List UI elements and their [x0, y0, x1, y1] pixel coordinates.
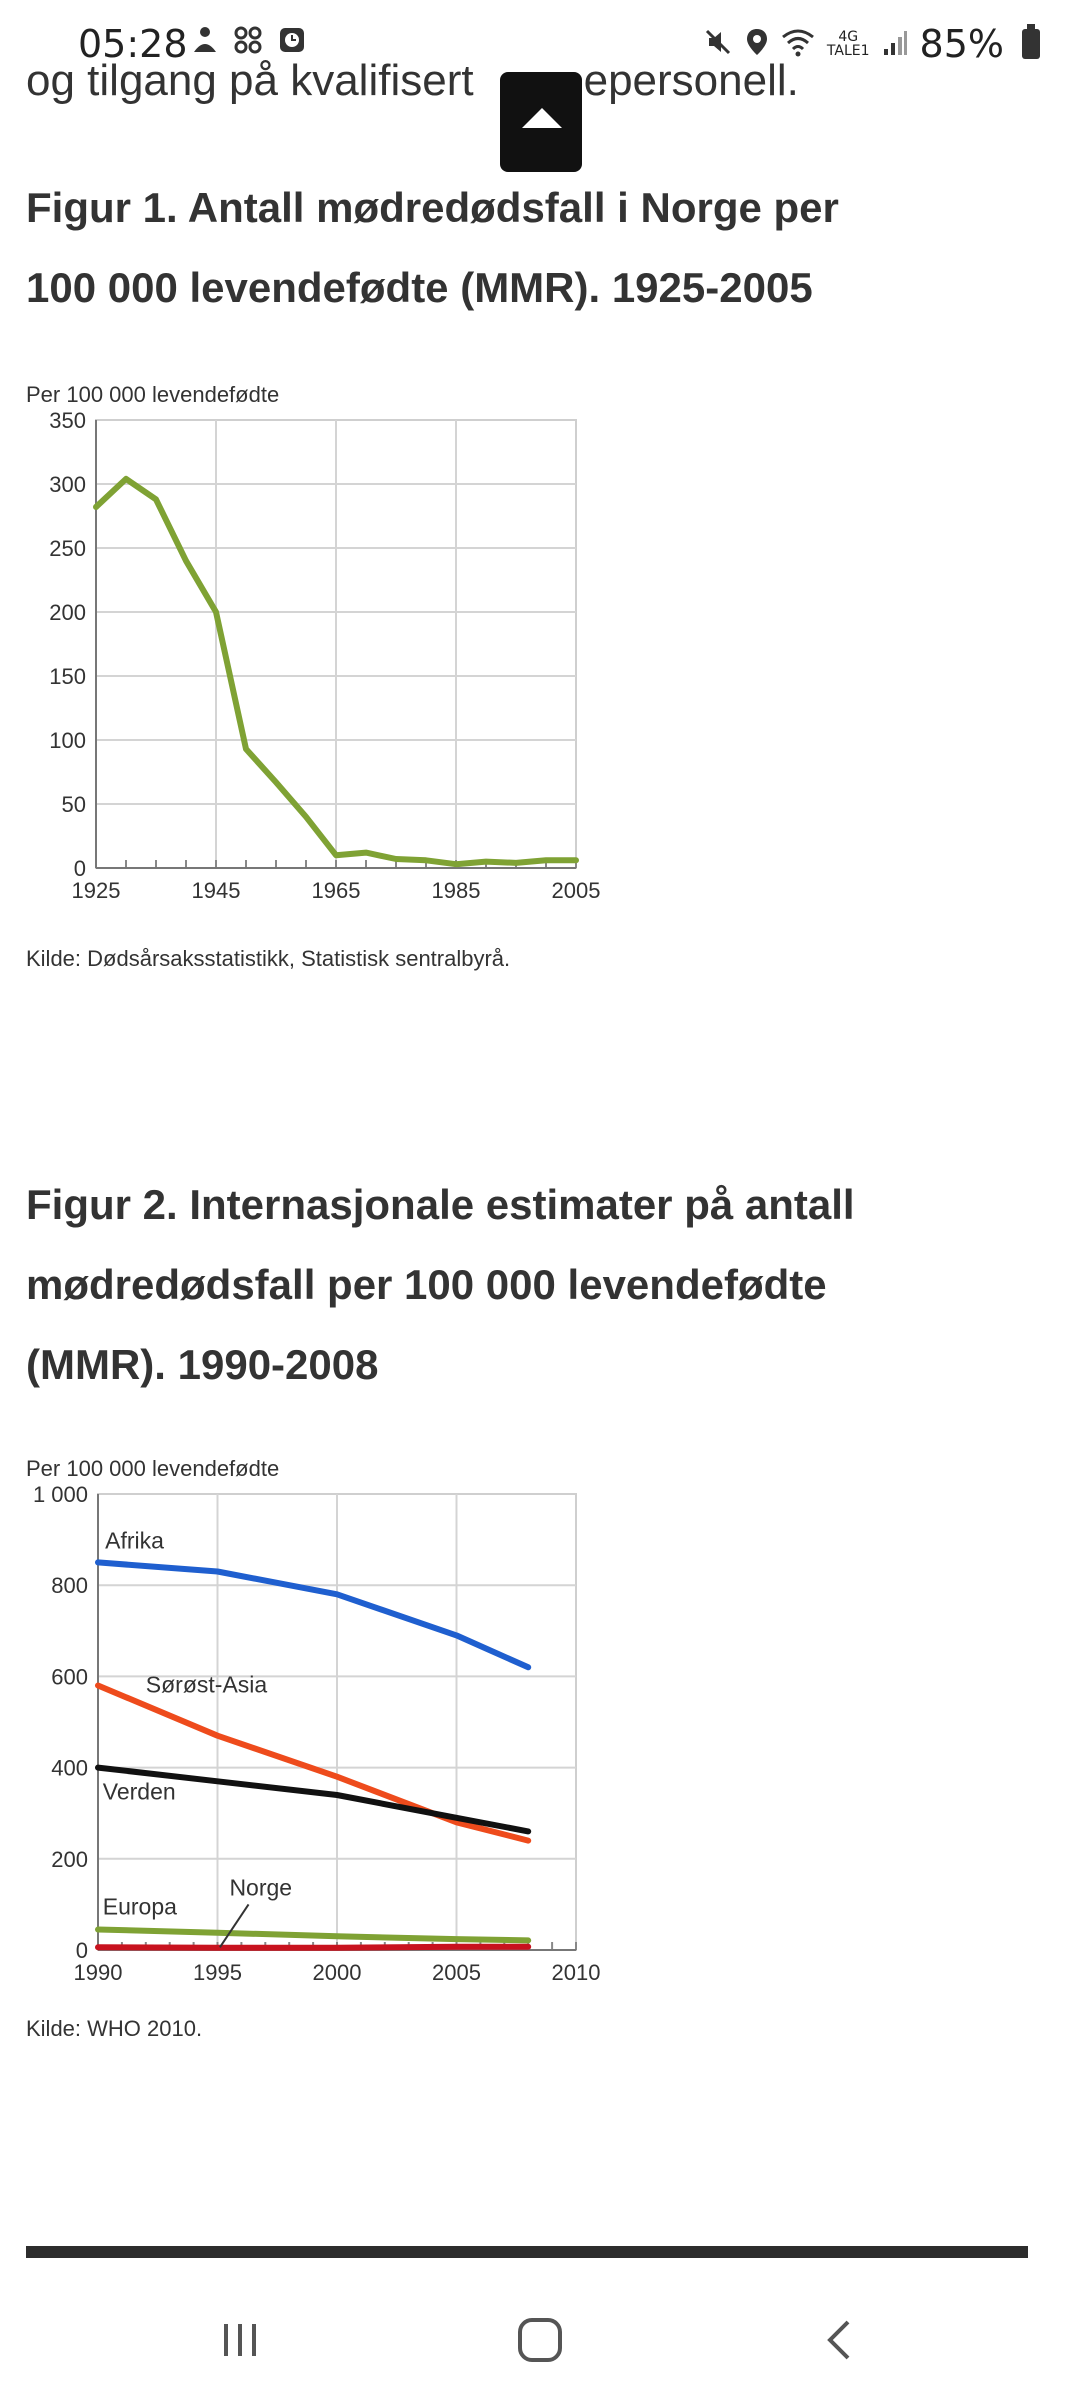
battery-icon [1022, 29, 1040, 59]
figure2-chart [0, 1432, 620, 2002]
back-button[interactable] [760, 2280, 920, 2400]
figure2-y-tick-label: 400 [51, 1755, 88, 1781]
figure1-chart-svg [0, 360, 620, 920]
home-button[interactable] [460, 2280, 620, 2400]
figure1-y-tick-label: 100 [49, 728, 86, 753]
article-text-left: og tilgang på kvalifisert [26, 56, 474, 105]
figure1-x-tick-label: 1965 [311, 878, 361, 903]
figure2-y-tick-label: 200 [51, 1846, 88, 1872]
figure2-series-label-s-r-st-asia: Sørøst-Asia [145, 1671, 268, 1698]
figure1-y-tick-label: 250 [49, 536, 86, 561]
figure2-series-label-norge: Norge [229, 1874, 293, 1901]
scroll-to-top-button[interactable] [500, 72, 582, 172]
figure1-x-tick-label: 2005 [551, 878, 601, 903]
content-divider [26, 2246, 1028, 2258]
figure1-y-tick-label: 350 [49, 408, 86, 433]
recent-apps-button[interactable] [160, 2280, 320, 2400]
figure1-y-tick-label: 50 [61, 792, 86, 817]
figure1-y-axis-label: Per 100 000 levendefødte [26, 382, 280, 407]
back-icon [818, 2318, 862, 2362]
figure2-heading-line1: Figur 2. Internasjonale estimater på antall [26, 1181, 855, 1228]
figure2-heading-line3: (MMR). 1990-2008 [26, 1341, 379, 1388]
network-type [827, 30, 870, 58]
figure2-series-label-afrika: Afrika [105, 1527, 164, 1554]
figure1-heading [26, 168, 1006, 328]
article-text-cut-line [26, 56, 799, 106]
figure2-series-label-verden: Verden [102, 1778, 176, 1805]
article-text-right: epersonell. [583, 56, 799, 105]
figure1-y-tick-label: 150 [49, 664, 86, 689]
figure2-heading-line2: mødredødsfall per 100 000 levendefødte [26, 1261, 827, 1308]
figure2-x-tick-label: 1990 [73, 1960, 123, 1985]
figure1-x-tick-label: 1985 [431, 878, 481, 903]
figure1-y-tick-label: 200 [49, 600, 86, 625]
figure2-series-line-afrika [98, 1562, 528, 1667]
figure1-y-tick-label: 0 [73, 856, 86, 881]
figure2-chart-svg [0, 1432, 620, 2002]
figure1-heading-line2: 100 000 levendefødte (MMR). 1925-2005 [26, 264, 813, 311]
figure2-y-tick-label: 1 000 [32, 1482, 88, 1507]
figure2-x-tick-label: 2000 [312, 1960, 362, 1985]
network-type-bottom: TALE1 [826, 43, 870, 59]
figure2-y-tick-label: 0 [75, 1938, 88, 1963]
recent-apps-icon [218, 2318, 262, 2362]
figure2-y-tick-label: 800 [51, 1573, 88, 1599]
figure2-series-line-norge [98, 1947, 528, 1948]
figure2-heading [26, 1165, 1006, 1405]
figure2-x-tick-label: 2005 [432, 1960, 481, 1985]
figure2-y-tick-label: 600 [51, 1664, 88, 1690]
home-icon [516, 2316, 564, 2364]
figure2-series-line-europa [98, 1930, 528, 1941]
figure2-source: Kilde: WHO 2010. [26, 2016, 203, 2041]
network-type-top: 4G [838, 29, 859, 45]
status-time: 05:28 [78, 22, 188, 66]
figure1-source: Kilde: Dødsårsaksstatistikk, Statistisk sentralbyrå. [26, 946, 511, 971]
figure2-x-tick-label: 1995 [193, 1960, 242, 1985]
figure1-x-tick-label: 1925 [71, 878, 121, 903]
signal-icon [882, 22, 908, 66]
figure1-chart [0, 360, 620, 920]
figure2-x-tick-label: 2010 [551, 1960, 601, 1985]
battery-percent: 85% [919, 22, 1004, 66]
figure1-y-tick-label: 300 [49, 472, 86, 497]
figure2-series-label-europa: Europa [102, 1893, 177, 1920]
figure2-y-axis-label: Per 100 000 levendefødte [26, 1456, 280, 1481]
navigation-bar [0, 2280, 1080, 2400]
figure1-heading-line1: Figur 1. Antall mødredødsfall i Norge per [26, 184, 839, 231]
figure2-norge-label-pointer [220, 1904, 249, 1947]
figure1-x-tick-label: 1945 [191, 878, 241, 903]
